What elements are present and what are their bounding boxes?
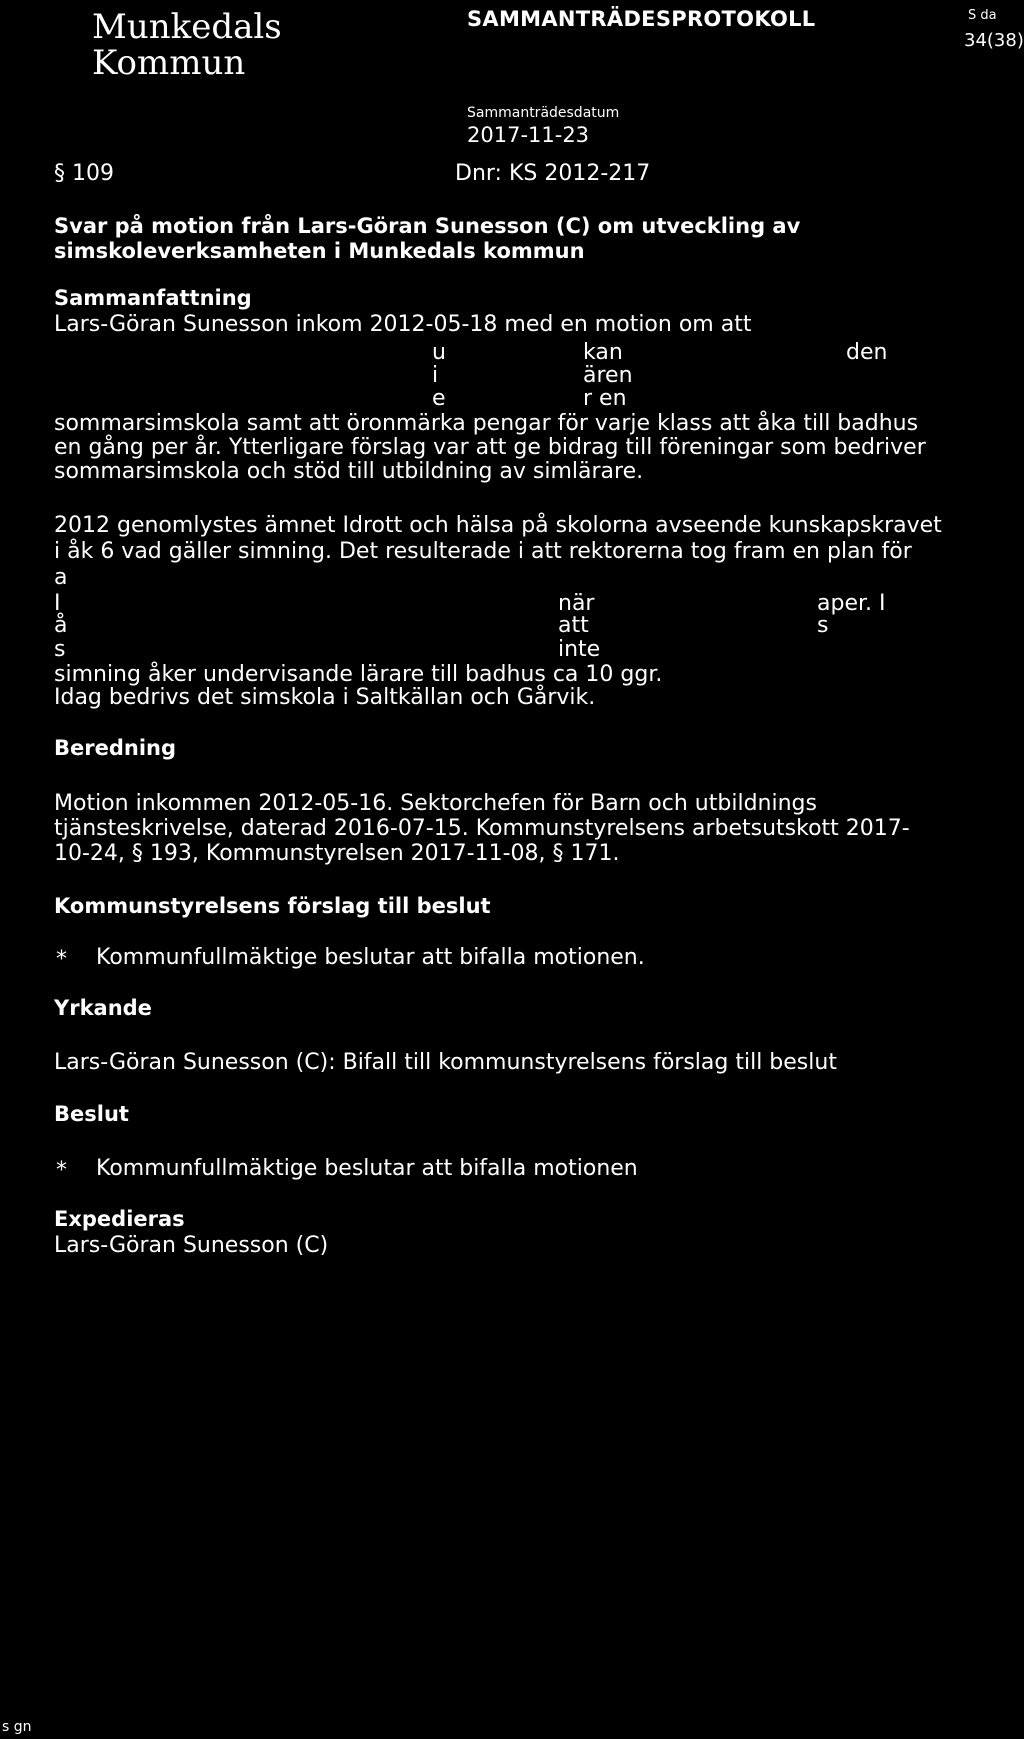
summary-fragment: ären (583, 363, 633, 388)
beslut-heading: Beslut (54, 1102, 129, 1126)
summary-fragment: kan (583, 340, 623, 365)
summary-fragment: s (54, 637, 66, 662)
paragraph-number: § 109 (54, 161, 114, 186)
sammanfattning-heading: Sammanfattning (54, 286, 252, 310)
signature-label: s gn (2, 1719, 32, 1735)
summary-fragment: a (54, 565, 68, 590)
proposal-heading: Kommunstyrelsens förslag till beslut (54, 894, 491, 918)
decision-text: Kommunfullmäktige beslutar att bifalla motionen (96, 1156, 638, 1181)
diary-number: Dnr: KS 2012-217 (455, 161, 651, 186)
summary-p2-line-2: i åk 6 vad gäller simning. Det resulterade i att rektorerna tog fram en plan för (54, 539, 912, 564)
municipality-name-line2: Kommun (92, 43, 246, 83)
municipality-name-line1: Munkedals (92, 7, 282, 47)
proposal-text: Kommunfullmäktige beslutar att bifalla motionen. (96, 945, 645, 970)
summary-fragment: att (558, 613, 589, 638)
yrkande-text: Lars-Göran Sunesson (C): Bifall till kommunstyrelsens förslag till beslut (54, 1050, 837, 1075)
summary-fragment: u (432, 340, 446, 365)
summary-fragment: den (846, 340, 888, 365)
summary-line-7: sommarsimskola och stöd till utbildning av simlärare. (54, 459, 644, 484)
meeting-date-label: Sammanträdesdatum (467, 105, 620, 121)
summary-line-6: en gång per år. Ytterligare förslag var att ge bidrag till föreningar som bedriver (54, 435, 926, 460)
beredning-heading: Beredning (54, 736, 177, 760)
expedieras-recipient: Lars-Göran Sunesson (C) (54, 1233, 329, 1258)
beredning-line-2: tjänsteskrivelse, daterad 2016-07-15. Kommunstyrelsens arbetsutskott 2017- (54, 816, 910, 841)
summary-p2-line-6: simning åker undervisande lärare till badhus ca 10 ggr. (54, 662, 663, 687)
summary-fragment: e (432, 386, 446, 411)
title-line-1: Svar på motion från Lars-Göran Sunesson (C) om utveckling av (54, 214, 801, 238)
summary-fragment: I (54, 591, 61, 616)
summary-p2-line-7: Idag bedrivs det simskola i Saltkällan och Gårvik. (54, 685, 596, 710)
decision-bullet: * (56, 1158, 67, 1183)
summary-p2-line-1: 2012 genomlystes ämnet Idrott och hälsa på skolorna avseende kunskapskravet (54, 513, 942, 538)
summary-line-5: sommarsimskola samt att öronmärka pengar för varje klass att åka till badhus (54, 411, 919, 436)
title-line-2: simskoleverksamheten i Munkedals kommun (54, 239, 585, 263)
summary-line-1: Lars-Göran Sunesson inkom 2012-05-18 med en motion om att (54, 312, 752, 337)
proposal-bullet: * (56, 947, 67, 972)
document-type: SAMMANTRÄDESPROTOKOLL (467, 7, 816, 31)
beredning-line-1: Motion inkommen 2012-05-16. Sektorchefen för Barn och utbildnings (54, 791, 817, 816)
expedieras-heading: Expedieras (54, 1207, 185, 1231)
summary-fragment: i (432, 363, 439, 388)
summary-fragment: inte (558, 637, 601, 662)
summary-fragment: när (558, 591, 595, 616)
summary-fragment: å (54, 613, 68, 638)
page-number: 34(38) (964, 30, 1024, 51)
summary-fragment: r en (583, 386, 627, 411)
beredning-line-3: 10-24, § 193, Kommunstyrelsen 2017-11-08, § 171. (54, 841, 620, 866)
summary-fragment: aper. I (817, 591, 886, 616)
yrkande-heading: Yrkande (54, 996, 152, 1020)
meeting-date: 2017-11-23 (467, 123, 590, 147)
summary-fragment: s (817, 613, 829, 638)
page-label: S da (968, 8, 997, 23)
